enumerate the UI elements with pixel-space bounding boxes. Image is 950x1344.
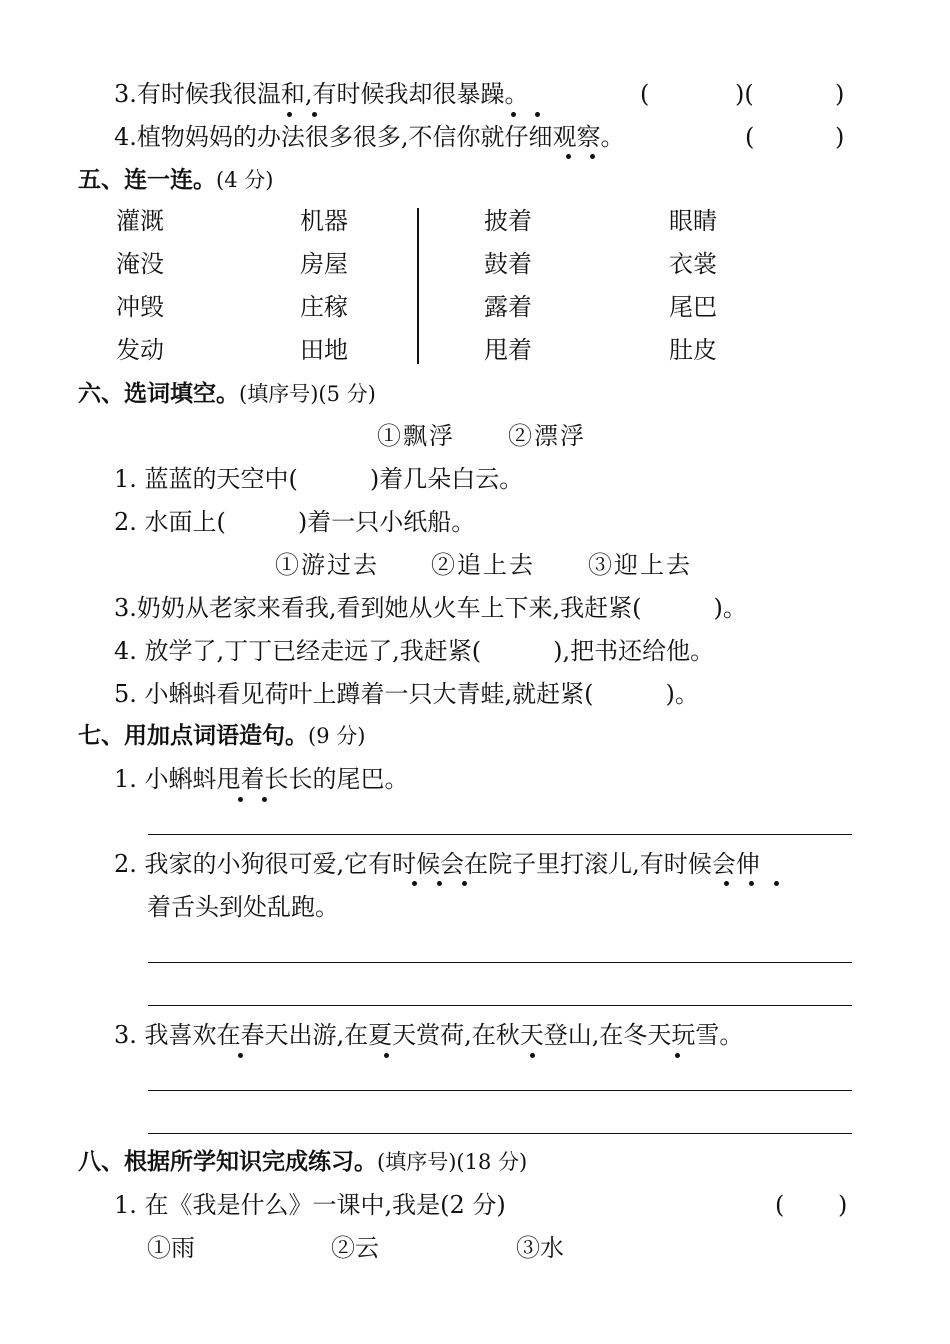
s6-q1[interactable]: 1. 蓝蓝的天空中( )着几朵白云。 (114, 465, 524, 493)
s8-q1-blank-close[interactable]: ) (838, 1191, 848, 1219)
option-1-piaofu: ①飘浮 (377, 422, 455, 450)
emphasis-dot (530, 1053, 535, 1058)
s8-q1-option-rain: ①雨 (147, 1234, 195, 1262)
s6-q2[interactable]: 2. 水面上( )着一只小纸船。 (114, 508, 476, 536)
s4-q4-blank-close[interactable]: ) (835, 123, 845, 151)
match-left-4[interactable]: 发动 (116, 336, 164, 364)
column-divider (417, 208, 419, 364)
s4-q4-blank-open[interactable]: ( (745, 123, 755, 151)
answer-line-4[interactable] (148, 1090, 852, 1091)
option-1-youguoqu: ①游过去 (275, 551, 379, 579)
s4-q3-blank1-open[interactable]: ( (640, 80, 650, 108)
s8-q1-option-cloud: ②云 (331, 1234, 379, 1262)
answer-line-3[interactable] (148, 1005, 852, 1006)
s4-q4: 4.植物妈妈的办法很多很多,不信你就仔细观察。 (114, 123, 625, 151)
match-right-1[interactable]: 机器 (300, 207, 348, 235)
s4-q3-blank-mid[interactable]: )( (735, 80, 754, 108)
match-right-8[interactable]: 肚皮 (669, 336, 717, 364)
section6-heading: 六、选词填空。(填序号)(5 分) (78, 381, 376, 407)
emphasis-dot (287, 112, 292, 117)
match-right-6[interactable]: 衣裳 (669, 250, 717, 278)
s7-q1: 1. 小蝌蚪甩着长长的尾巴。 (114, 765, 409, 793)
emphasis-dot (535, 112, 540, 117)
emphasis-dot (675, 1053, 680, 1058)
section7-heading: 七、用加点词语造句。(9 分) (78, 723, 366, 749)
emphasis-dot (462, 881, 467, 886)
s6-q5[interactable]: 5. 小蝌蚪看见荷叶上蹲着一只大青蛙,就赶紧( )。 (114, 680, 699, 708)
match-right-4[interactable]: 田地 (300, 336, 348, 364)
section5-heading: 五、连一连。(4 分) (78, 167, 274, 193)
s8-q1: 1. 在《我是什么》一课中,我是(2 分) (114, 1191, 506, 1219)
emphasis-dot (774, 881, 779, 886)
match-left-8[interactable]: 甩着 (484, 336, 532, 364)
match-left-5[interactable]: 披着 (484, 207, 532, 235)
match-right-3[interactable]: 庄稼 (300, 293, 348, 321)
answer-line-1[interactable] (148, 834, 852, 835)
match-left-2[interactable]: 淹没 (116, 250, 164, 278)
s8-q1-option-water: ③水 (516, 1234, 564, 1262)
match-right-2[interactable]: 房屋 (300, 250, 348, 278)
emphasis-dot (384, 1053, 389, 1058)
match-right-7[interactable]: 尾巴 (669, 293, 717, 321)
emphasis-dot (590, 154, 595, 159)
s6-q3[interactable]: 3.奶奶从老家来看我,看到她从火车上下来,我赶紧( )。 (114, 594, 747, 622)
emphasis-dot (238, 1053, 243, 1058)
emphasis-dot (724, 881, 729, 886)
s8-q1-blank-open[interactable]: ( (775, 1191, 785, 1219)
emphasis-dot (312, 112, 317, 117)
option-2-piaofu: ②漂浮 (508, 422, 586, 450)
emphasis-dot (566, 154, 571, 159)
s7-q3: 3. 我喜欢在春天出游,在夏天赏荷,在秋天登山,在冬天玩雪。 (114, 1021, 744, 1049)
answer-line-2[interactable] (148, 962, 852, 963)
emphasis-dot (412, 881, 417, 886)
emphasis-dot (437, 881, 442, 886)
option-2-zhuishangqu: ②追上去 (431, 551, 535, 579)
emphasis-dot (511, 112, 516, 117)
match-right-5[interactable]: 眼睛 (669, 207, 717, 235)
answer-line-5[interactable] (148, 1133, 852, 1134)
s6-q4[interactable]: 4. 放学了,丁丁已经走远了,我赶紧( ),把书还给他。 (114, 637, 715, 665)
emphasis-dot (262, 797, 267, 802)
s7-q2-line1: 2. 我家的小狗很可爱,它有时候会在院子里打滚儿,有时候会伸 (114, 850, 760, 878)
match-left-1[interactable]: 灌溉 (116, 207, 164, 235)
emphasis-dot (238, 797, 243, 802)
match-left-7[interactable]: 露着 (484, 293, 532, 321)
s4-q3: 3.有时候我很温和,有时候我却很暴躁。 (114, 80, 529, 108)
match-left-3[interactable]: 冲毁 (116, 293, 164, 321)
s7-q2-line2: 着舌头到处乱跑。 (147, 893, 339, 921)
s4-q3-blank2-close[interactable]: ) (835, 80, 845, 108)
option-3-yingshangqu: ③迎上去 (588, 551, 692, 579)
match-left-6[interactable]: 鼓着 (484, 250, 532, 278)
emphasis-dot (749, 881, 754, 886)
section8-heading: 八、根据所学知识完成练习。(填序号)(18 分) (78, 1149, 528, 1175)
